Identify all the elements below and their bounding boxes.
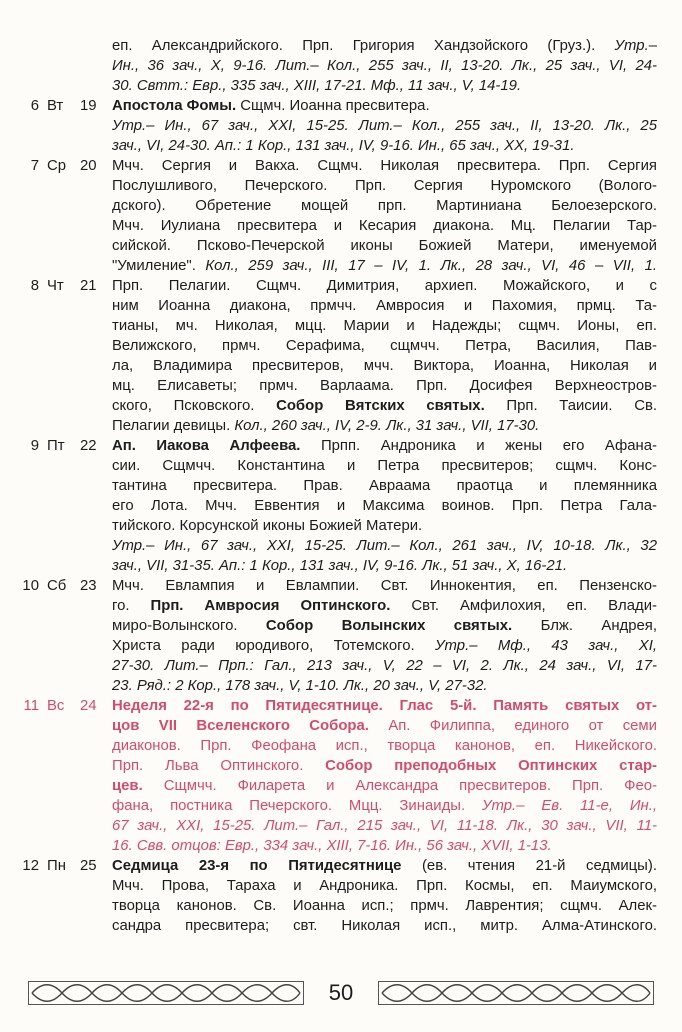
text-line: [112, 876, 657, 896]
text-segment: Сщмчч. Филарета и Александра пресвитеров. Прп. Фео-: [142, 778, 657, 794]
text-segment: фана, постника Печерского. Мцц. Зинаиды.: [112, 798, 483, 814]
text-line: [112, 436, 657, 456]
text-line: [112, 276, 657, 296]
text-line: [112, 736, 657, 756]
text-line: [112, 296, 657, 316]
reading-reference: Утр.– Мф., 43 зач., XI,: [435, 638, 657, 654]
text-line: [112, 156, 657, 176]
date-old-style: 25: [80, 858, 97, 874]
text-line: [112, 556, 657, 576]
bold-text: Седмица 23-я по Пятидесятнице: [112, 858, 402, 874]
text-line: [112, 56, 657, 76]
text-line: [112, 376, 657, 396]
weekday: Ср: [47, 158, 67, 174]
reading-reference: 16. Свв. отцов: Евр., 334 зач., XIII, 7-16. Ин., 56 зач., XVII, 1-13.: [112, 838, 552, 854]
text-line: [112, 256, 657, 276]
text-line: [112, 696, 657, 716]
text-segment: еп. Александрийского. Прп. Григория Хандзойского (Груз.).: [112, 38, 615, 54]
text-segment: Мчч. Иулиана пресвитера и Кесария диакона. Мц. Пелагии Тар-: [112, 218, 657, 234]
text-segment: Сщмч. Иоанна пресвитера.: [236, 98, 430, 114]
text-line: [112, 36, 657, 56]
text-segment: дского). Обретение мощей прп. Мартиниана Белоезерского.: [112, 198, 657, 214]
bold-text: цев.: [112, 778, 143, 794]
text-segment: Блж. Андрея,: [512, 618, 657, 634]
text-segment: сандра пресвитера; свт. Николая исп., митр. Алма-Атинского.: [112, 918, 657, 934]
weekday: Пн: [47, 858, 66, 874]
text-line: [112, 336, 657, 356]
reading-reference: зач., VII, 31-35. Ап.: 1 Кор., 131 зач., IV, 9-16. Лк., 51 зач., X, 16-21.: [112, 558, 568, 574]
text-segment: Прп. Таисии. Св.: [484, 398, 657, 414]
text-segment: Послушливого, Печерского. Прп. Сергия Нуромского (Волого-: [112, 178, 657, 194]
weekday: Чт: [47, 278, 64, 294]
reading-reference: 23. Ряд.: 2 Кор., 178 зач., V, 1-10. Лк., 20 зач., V, 27-32.: [112, 678, 488, 694]
text-line: [112, 676, 657, 696]
text-line: [112, 476, 657, 496]
reading-reference: Утр.– Ев. 11-е, Ин.,: [482, 798, 657, 814]
text-segment: Прп. Пелагии. Сщмч. Димитрия, архиеп. Можайского, и с: [112, 278, 657, 294]
text-segment: Прп. Льва Оптинского.: [112, 758, 326, 774]
text-line: [112, 716, 657, 736]
text-line: [112, 216, 657, 236]
text-segment: тианы, мч. Николая, мцц. Марии и Надежды; сщмч. Ионы, еп.: [112, 318, 657, 334]
text-line: [112, 356, 657, 376]
text-line: [112, 616, 657, 636]
reading-reference: Кол., 260 зач., IV, 2-9. Лк., 31 зач., VII, 17-30.: [234, 418, 540, 434]
reading-reference: 27-30. Лит.– Прп.: Гал., 213 зач., V, 22 – VI, 2. Лк., 24 зач., VI, 17-: [112, 658, 657, 674]
text-segment: сии. Сщмчч. Константина и Петра пресвитеров; сщмч. Конс-: [112, 458, 657, 474]
right-ornament-icon: [378, 981, 654, 1005]
text-segment: тийского. Корсунской иконы Божией Матери.: [112, 518, 423, 534]
text-segment: Мчч. Евлампия и Евлампии. Свт. Иннокентия, еп. Пензенско-: [112, 578, 657, 594]
page-footer: [0, 975, 682, 1015]
reading-reference: зач., VI, 24-30. Ап.: 1 Кор., 131 зач., IV, 9-16. Ин., 65 зач., XX, 19-31.: [112, 138, 575, 154]
text-line: [112, 116, 657, 136]
text-segment: миро-Волынского.: [112, 618, 266, 634]
bold-text: Собор Вятских святых.: [276, 398, 485, 414]
text-line: [112, 316, 657, 336]
left-ornament-icon: [28, 981, 304, 1005]
text-segment: Велижского, прмч. Серафима, сщмчч. Петра, Василия, Пав-: [112, 338, 657, 354]
day-number: 9: [30, 438, 39, 454]
reading-reference: Утр.– Ин., 67 зач., XXI, 15-25. Лит.– Кол., 255 зач., II, 13-20. Лк., 25: [112, 118, 657, 134]
bold-text: Собор преподобных Оптинских стар-: [325, 758, 657, 774]
reading-reference: Ин., 36 зач., X, 9-16. Лит.– Кол., 255 зач., II, 13-20. Лк., 25 зач., VI, 24-: [112, 58, 657, 74]
text-segment: Мчч. Сергия и Вакха. Сщмч. Николая пресвитера. Прп. Сергия: [112, 158, 657, 174]
text-line: [112, 856, 657, 876]
text-line: [112, 776, 657, 796]
text-segment: диаконов. Прп. Феофана исп., творца канонов, еп. Никейского.: [112, 738, 657, 754]
text-line: [112, 816, 657, 836]
day-number: 7: [30, 158, 39, 174]
date-old-style: 19: [80, 98, 97, 114]
text-segment: Мчч. Прова, Тараха и Андроника. Прп. Космы, еп. Маиумского,: [112, 878, 657, 894]
day-number: 12: [22, 858, 39, 874]
date-old-style: 24: [80, 698, 97, 714]
text-line: [112, 656, 657, 676]
bold-text: Ап. Иакова Алфеева.: [112, 438, 301, 454]
weekday: Сб: [47, 578, 67, 594]
day-number: 8: [30, 278, 39, 294]
text-line: [112, 896, 657, 916]
bold-text: Апостола Фомы.: [112, 98, 237, 114]
text-segment: го.: [112, 598, 151, 614]
text-line: [112, 836, 657, 856]
text-segment: (ев. чтения 21-й седмицы).: [401, 858, 657, 874]
text-line: [112, 416, 657, 436]
text-segment: Ап. Филиппа, единого от семи: [368, 718, 657, 734]
text-segment: тантина пресвитера. Прав. Авраама праотца и племянника: [112, 478, 657, 494]
text-line: [112, 756, 657, 776]
text-line: [112, 96, 657, 116]
text-segment: мц. Елисаветы; прмч. Варлаама. Прп. Досифея Верхнеостров-: [112, 378, 657, 394]
text-segment: ним Иоанна диакона, прмчч. Амвросия и Пахомия, прмц. Та-: [112, 298, 657, 314]
text-segment: ского, Псковского.: [112, 398, 277, 414]
weekday: Вт: [47, 98, 64, 114]
text-line: [112, 456, 657, 476]
day-number: 10: [22, 578, 39, 594]
page-number: 50: [328, 980, 354, 1005]
weekday: Пт: [47, 438, 65, 454]
text-line: [112, 76, 657, 96]
text-line: [112, 136, 657, 156]
date-old-style: 21: [80, 278, 97, 294]
text-line: [112, 596, 657, 616]
weekday: Вс: [47, 698, 65, 714]
text-segment: сийской. Псково-Печерской иконы Божией Матери, именуемой: [112, 238, 657, 254]
date-old-style: 20: [80, 158, 97, 174]
reading-reference: Кол., 259 зач., III, 17 – IV, 1. Лк., 28 зач., VI, 46 – VII, 1.: [205, 258, 657, 274]
text-segment: Свт. Амфилохия, еп. Влади-: [390, 598, 657, 614]
bold-text: цов VII Вселенского Собора.: [112, 718, 369, 734]
text-line: [112, 516, 657, 536]
bold-text: Неделя 22-я по Пятидесятнице. Глас 5-й. Память святых от-: [112, 698, 657, 714]
text-line: [112, 196, 657, 216]
text-segment: "Умиление".: [112, 258, 206, 274]
reading-reference: 67 зач., XXI, 15-25. Лит.– Гал., 215 зач., VI, 11-18. Лк., 30 зач., VII, 11-: [112, 818, 657, 834]
date-old-style: 22: [80, 438, 97, 454]
text-line: [112, 496, 657, 516]
text-line: [112, 536, 657, 556]
text-line: [112, 576, 657, 596]
text-segment: Прпп. Андроника и жены его Афана-: [300, 438, 658, 454]
text-segment: ла, Владимира пресвитеров, мчч. Виктора, Иоанна, Николая и: [112, 358, 657, 374]
date-old-style: 23: [80, 578, 97, 594]
text-line: [112, 396, 657, 416]
text-line: [112, 636, 657, 656]
text-segment: его Лота. Мчч. Еввентия и Максима воинов. Прп. Петра Гала-: [112, 498, 657, 514]
text-line: [112, 916, 657, 936]
reading-reference: 30. Свтт.: Евр., 335 зач., XIII, 17-21. Мф., 11 зач., V, 14-19.: [112, 78, 522, 94]
bold-text: Прп. Амвросия Оптинского.: [150, 598, 391, 614]
reading-reference: Утр.–: [614, 38, 657, 54]
text-line: [112, 796, 657, 816]
reading-reference: Утр.– Ин., 67 зач., XXI, 15-25. Лит.– Кол., 261 зач., IV, 10-18. Лк., 32: [112, 538, 657, 554]
text-segment: творца канонов. Св. Иоанна исп.; прмч. Лаврентия; сщмч. Алек-: [112, 898, 657, 914]
day-number: 11: [23, 698, 39, 714]
text-line: [112, 176, 657, 196]
text-segment: Пелагии девицы.: [112, 418, 235, 434]
text-line: [112, 236, 657, 256]
bold-text: Собор Волынских святых.: [265, 618, 513, 634]
text-segment: Христа ради юродивого, Тотемского.: [112, 638, 436, 654]
day-number: 6: [30, 98, 39, 114]
